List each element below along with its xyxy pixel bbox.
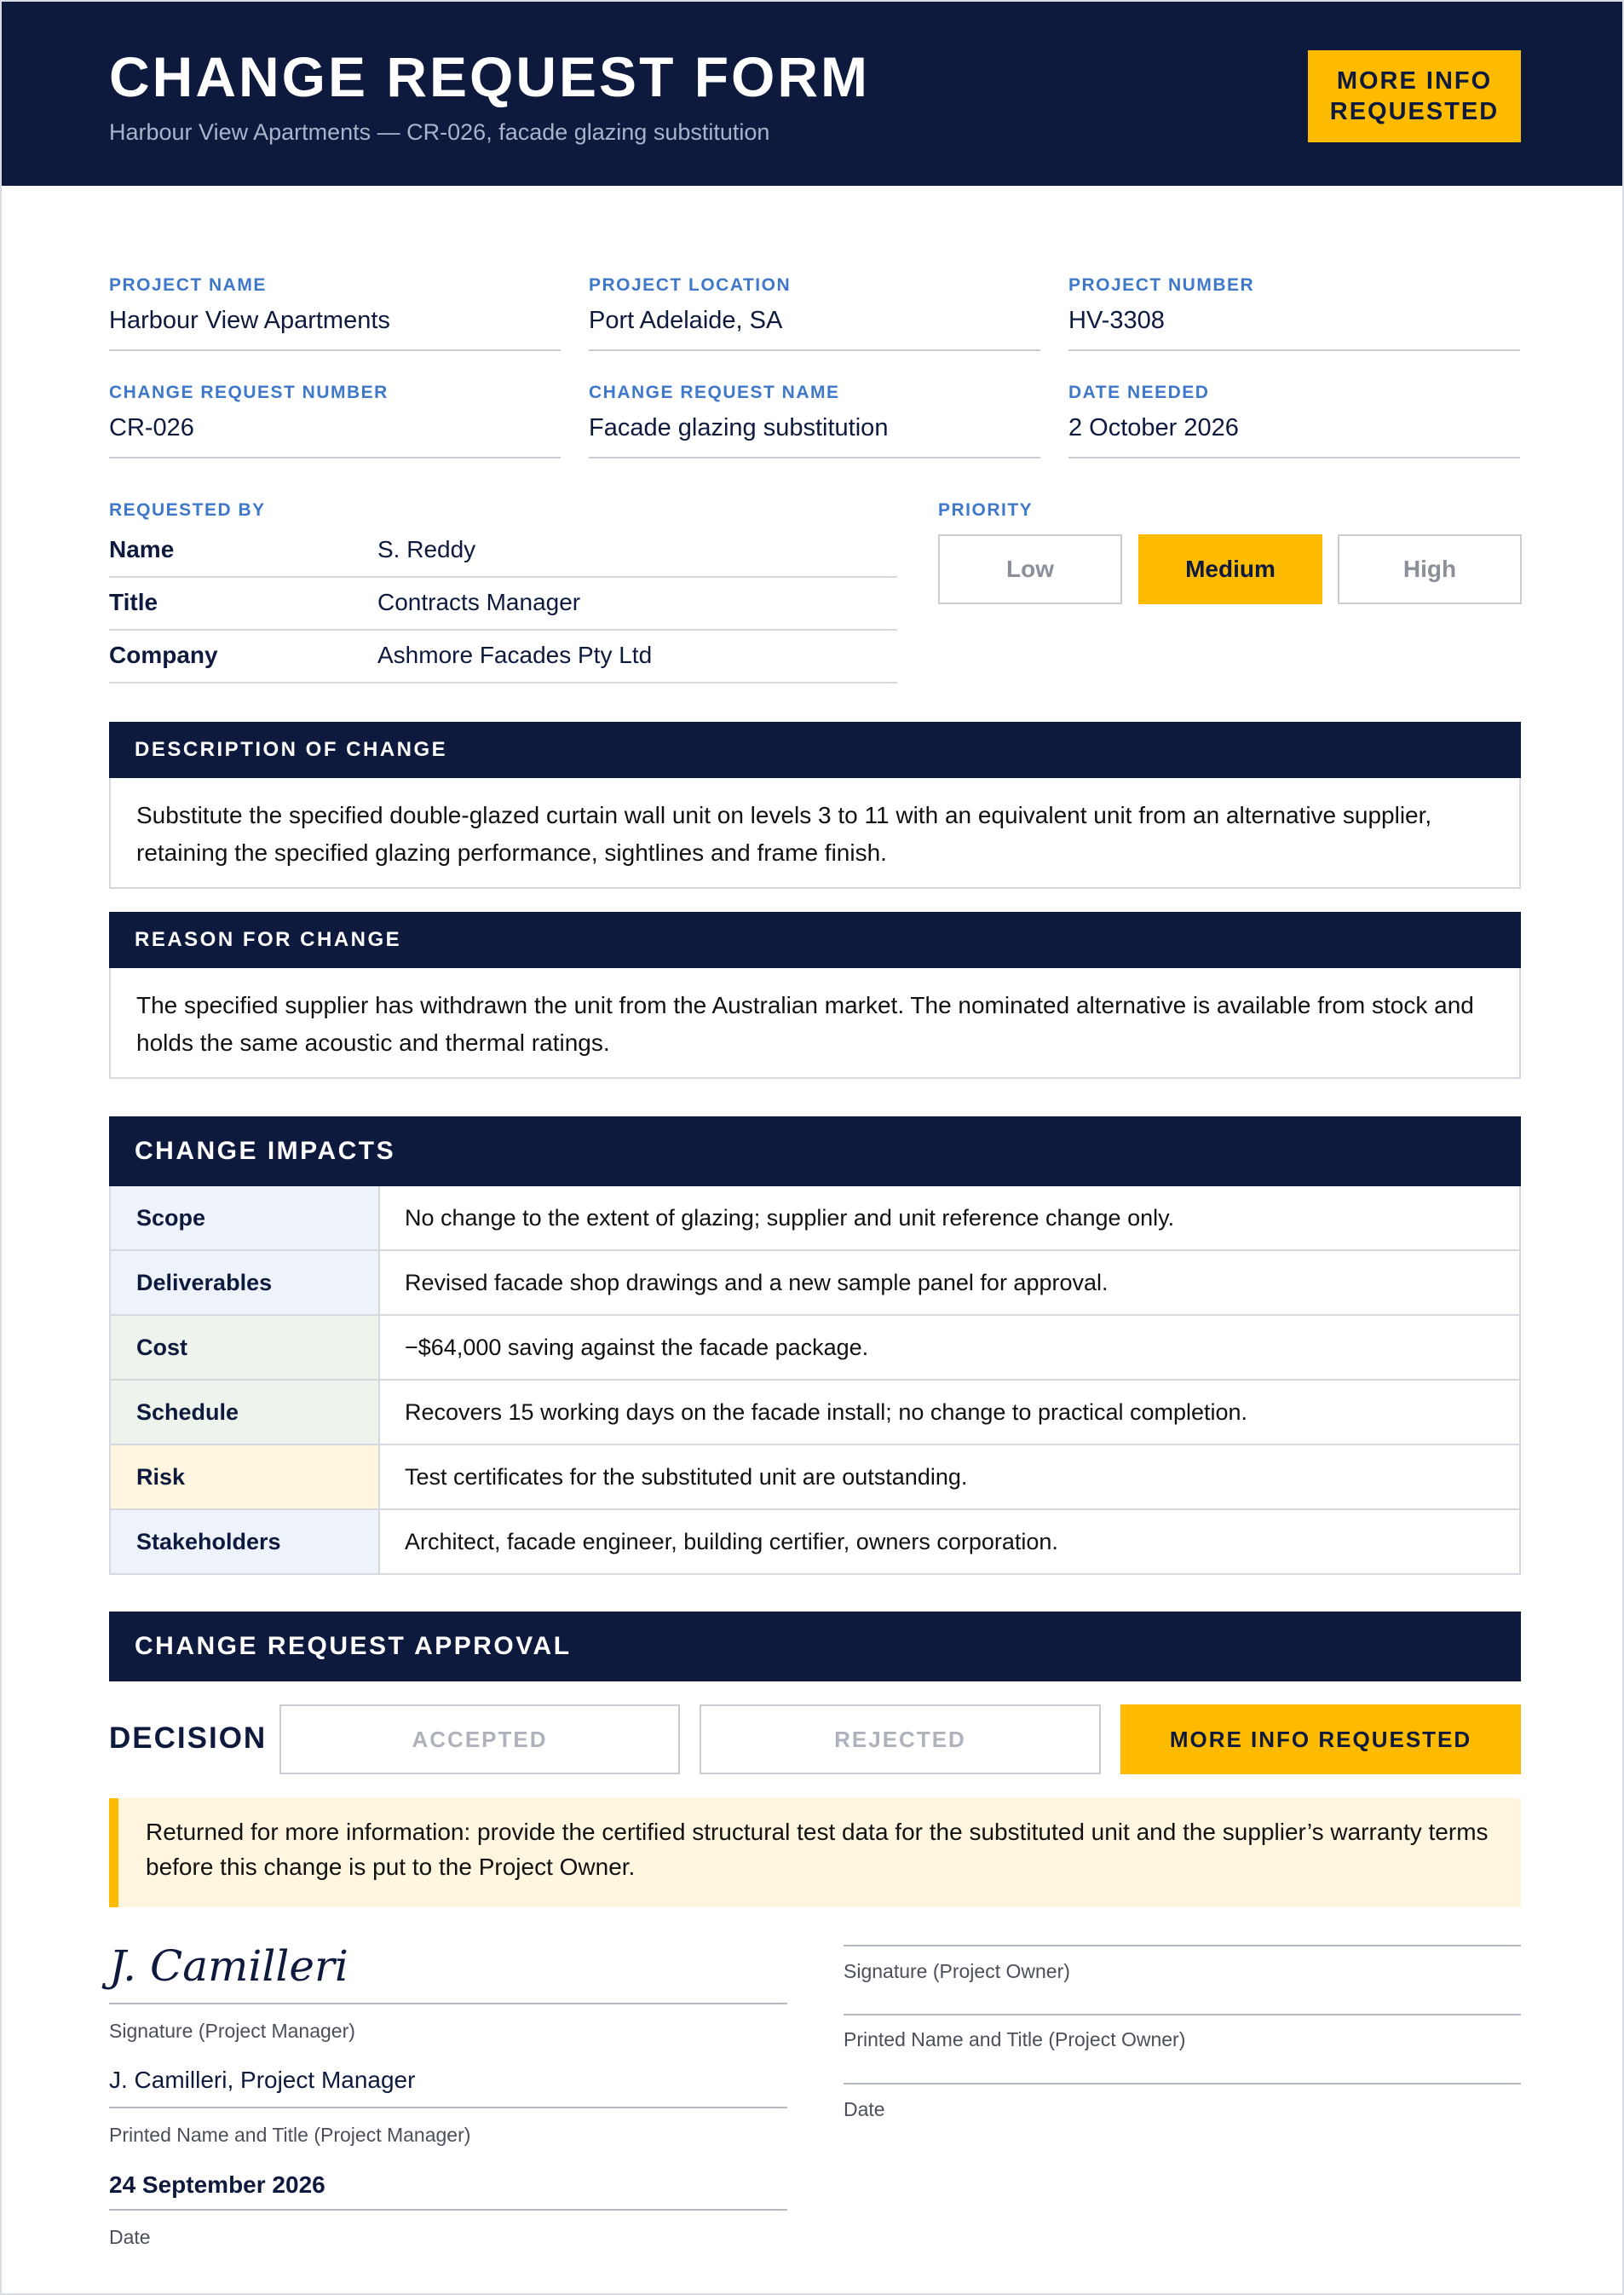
pm-name-line: [109, 2107, 787, 2108]
priority-label: PRIORITY: [938, 500, 1034, 520]
impact-value[interactable]: −$64,000 saving against the facade package.: [405, 1334, 869, 1360]
impacts-heading: CHANGE IMPACTS: [109, 1116, 1521, 1186]
priority-option-high[interactable]: High: [1338, 534, 1522, 604]
pm-printed-name[interactable]: J. Camilleri, Project Manager: [109, 2067, 416, 2093]
impact-value[interactable]: Test certificates for the substituted unit are outstanding.: [405, 1463, 968, 1490]
impact-key: Risk: [111, 1445, 380, 1508]
field-value: Harbour View Apartments: [109, 307, 390, 334]
field-value: Facade glazing substitution: [589, 414, 889, 441]
requested-by-row-name: [109, 525, 897, 578]
status-badge-line-2: REQUESTED: [1329, 98, 1500, 125]
impact-value[interactable]: Architect, facade engineer, building certifier, owners corporation.: [405, 1528, 1058, 1554]
requested-by-label: REQUESTED BY: [109, 500, 266, 520]
field-date-needed[interactable]: [1068, 382, 1520, 458]
decision-option-rejected[interactable]: REJECTED: [700, 1704, 1101, 1774]
impact-value[interactable]: No change to the extent of glazing; supplier and unit reference change only.: [405, 1204, 1175, 1231]
field-project-location[interactable]: [589, 274, 1040, 351]
priority-option-medium[interactable]: Medium: [1138, 534, 1322, 604]
field-label: PROJECT LOCATION: [589, 275, 792, 295]
approval-heading: CHANGE REQUEST APPROVAL: [109, 1612, 1521, 1681]
reason-text[interactable]: The specified supplier has withdrawn the unit from the Australian market. The nominated alternative is available from stock and holds the same acoustic and thermal ratings.: [109, 968, 1521, 1079]
reason-heading: REASON FOR CHANGE: [109, 912, 1521, 968]
status-badge: [1308, 50, 1521, 142]
field-label: CHANGE REQUEST NUMBER: [109, 383, 389, 402]
field-change-request-name[interactable]: [589, 382, 1040, 458]
owner-signature-line[interactable]: [844, 1945, 1521, 1946]
field-label: PROJECT NUMBER: [1068, 275, 1255, 295]
owner-name-line[interactable]: [844, 2014, 1521, 2015]
impact-row-schedule: [109, 1381, 1521, 1445]
decision-option-more-info[interactable]: MORE INFO REQUESTED: [1120, 1704, 1521, 1774]
impact-key: Schedule: [111, 1381, 380, 1444]
impact-row-scope: [109, 1186, 1521, 1251]
impact-row-risk: [109, 1445, 1521, 1510]
field-project-number[interactable]: [1068, 274, 1520, 351]
owner-date-line[interactable]: [844, 2083, 1521, 2085]
impact-key: Deliverables: [111, 1251, 380, 1314]
pm-name-caption: Printed Name and Title (Project Manager): [109, 2124, 471, 2146]
owner-date-caption: Date: [844, 2098, 885, 2120]
field-project-name[interactable]: [109, 274, 561, 351]
form-header: [2, 2, 1622, 186]
requested-by-key: Title: [109, 589, 158, 615]
field-change-request-number[interactable]: [109, 382, 561, 458]
requested-by-key: Company: [109, 642, 218, 668]
field-label: PROJECT NAME: [109, 275, 267, 295]
requested-by-key: Name: [109, 536, 175, 562]
impact-row-deliverables: [109, 1251, 1521, 1316]
field-value: Port Adelaide, SA: [589, 307, 783, 334]
impact-row-stakeholders: [109, 1510, 1521, 1575]
pm-date[interactable]: 24 September 2026: [109, 2171, 325, 2198]
impact-value[interactable]: Recovers 15 working days on the facade install; no change to practical completion.: [405, 1398, 1248, 1425]
field-label: DATE NEEDED: [1068, 383, 1210, 402]
impact-row-cost: [109, 1316, 1521, 1381]
pm-signature[interactable]: J. Camilleri: [109, 1941, 348, 1991]
decision-option-accepted[interactable]: ACCEPTED: [279, 1704, 680, 1774]
impact-key: Scope: [111, 1186, 380, 1249]
description-heading: DESCRIPTION OF CHANGE: [109, 722, 1521, 778]
owner-name-caption: Printed Name and Title (Project Owner): [844, 2028, 1186, 2050]
field-value: CR-026: [109, 414, 194, 441]
decision-note: Returned for more information: provide the certified structural test data for the substituted unit and the supplier’s warranty terms before this change is put to the Project Owner.: [109, 1798, 1521, 1907]
requested-by-value[interactable]: Ashmore Facades Pty Ltd: [377, 642, 653, 668]
pm-date-caption: Date: [109, 2226, 151, 2248]
requested-by-row-company: [109, 631, 897, 683]
impact-key: Cost: [111, 1316, 380, 1379]
page-title: CHANGE REQUEST FORM: [109, 45, 871, 108]
field-value: 2 October 2026: [1068, 414, 1239, 441]
owner-signature-caption: Signature (Project Owner): [844, 1960, 1070, 1982]
status-badge-line-1: MORE INFO: [1336, 67, 1493, 95]
page-subtitle: Harbour View Apartments — CR-026, facade glazing substitution: [109, 119, 770, 145]
priority-option-low[interactable]: Low: [938, 534, 1122, 604]
requested-by-value[interactable]: S. Reddy: [377, 536, 476, 562]
description-text[interactable]: Substitute the specified double-glazed curtain wall unit on levels 3 to 11 with an equivalent unit from an alternative supplier, retaining the specified glazing performance, sightlines and frame finish.: [109, 778, 1521, 889]
pm-signature-caption: Signature (Project Manager): [109, 2020, 355, 2042]
field-value: HV-3308: [1068, 307, 1165, 334]
requested-by-row-title: [109, 578, 897, 631]
impact-value[interactable]: Revised facade shop drawings and a new sample panel for approval.: [405, 1269, 1109, 1295]
impact-key: Stakeholders: [111, 1510, 380, 1573]
requested-by-value[interactable]: Contracts Manager: [377, 589, 581, 615]
field-label: CHANGE REQUEST NAME: [589, 383, 840, 402]
pm-date-line: [109, 2209, 787, 2211]
decision-label: DECISION: [109, 1721, 268, 1755]
pm-signature-line: [109, 2003, 787, 2004]
